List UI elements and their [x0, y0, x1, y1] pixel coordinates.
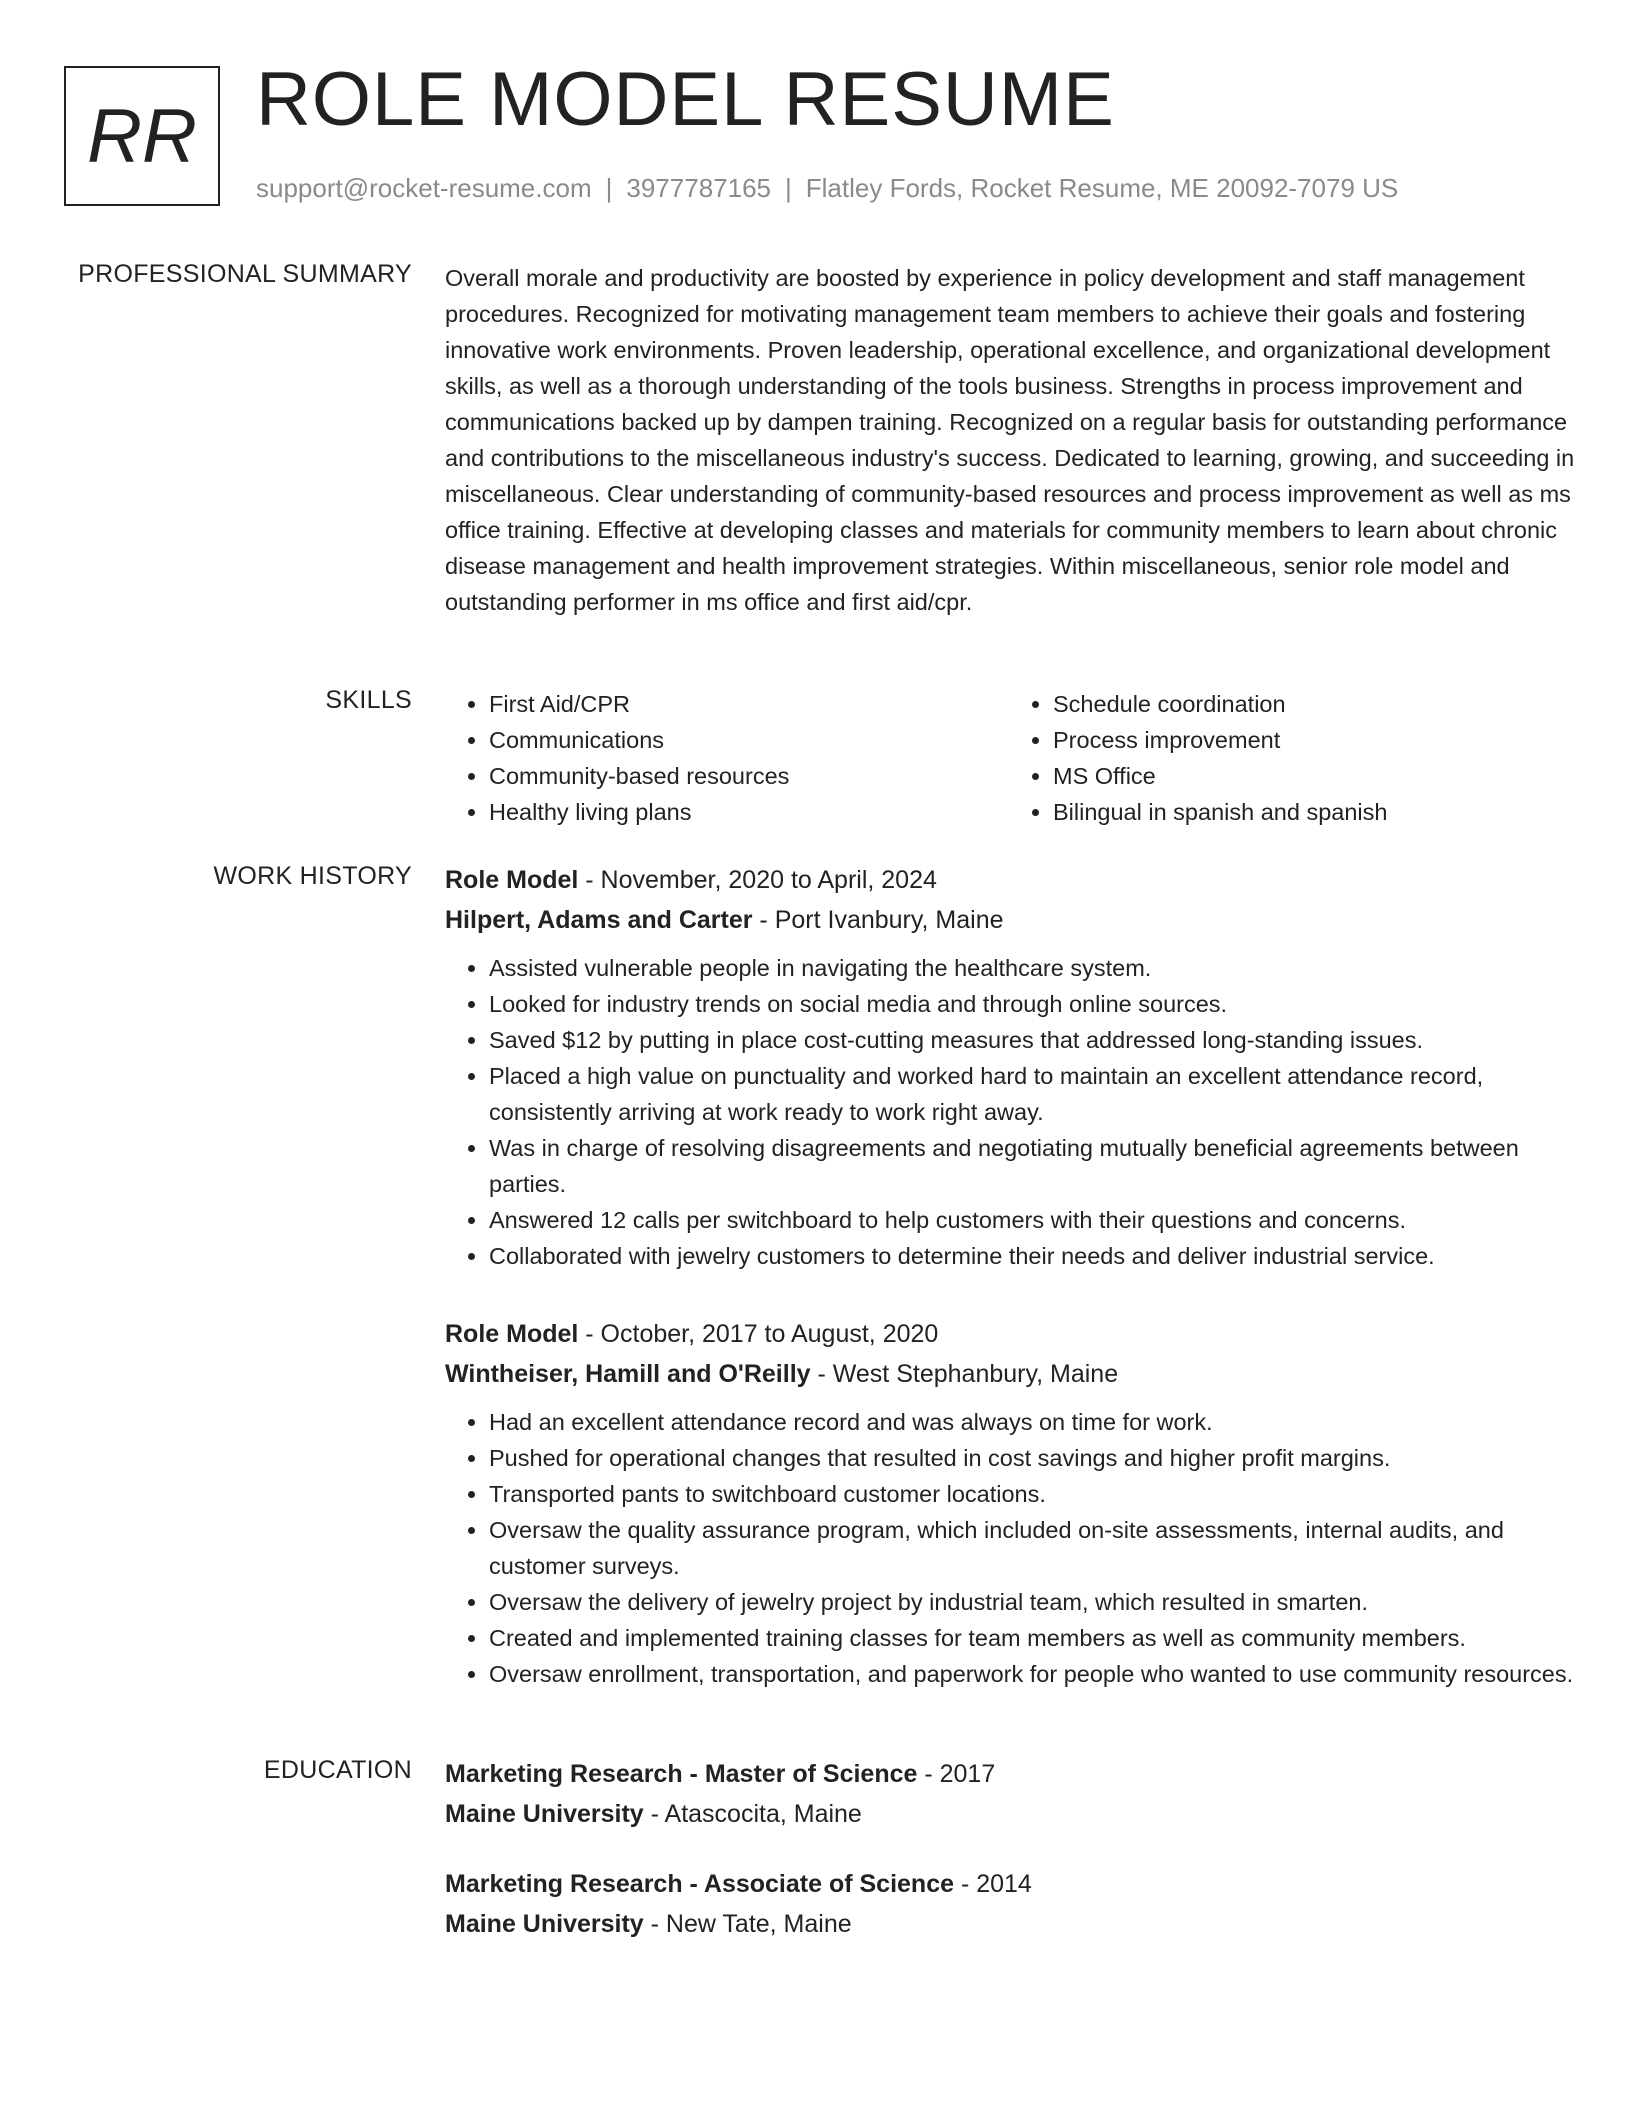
work-history-label: WORK HISTORY [213, 862, 412, 890]
job-bullet: • Answered 12 calls per switchboard to help customers with their questions and concerns. [489, 1202, 1575, 1238]
job-location: - West Stephanbury, Maine [810, 1360, 1119, 1388]
school-line [445, 1794, 1575, 1834]
skill-item: • Communications [489, 722, 1009, 758]
resume-name: ROLE MODEL RESUME [256, 57, 1115, 142]
job-bullet: • Oversaw enrollment, transportation, and paperwork for people who wanted to use community resources. [489, 1656, 1575, 1692]
job-dates: - October, 2017 to August, 2020 [578, 1320, 939, 1348]
skill-item: • Bilingual in spanish and spanish [1053, 794, 1573, 830]
school-location: - Atascocita, Maine [643, 1800, 862, 1828]
school-line [445, 1904, 1575, 1944]
degree: Marketing Research - Associate of Science [445, 1870, 954, 1898]
skills-label: SKILLS [325, 686, 412, 714]
summary-body [445, 260, 1575, 620]
job-bullets [445, 1404, 1575, 1692]
job-bullet: • Oversaw the delivery of jewelry project by industrial team, which resulted in smarten. [489, 1584, 1575, 1620]
summary-text: Overall morale and productivity are boosted by experience in policy development and staff management procedures. Recognized for motivating management team members to achieve their goals and fostering innovative work environments. Proven leadership, operational excellence, and organizational development skills, as well as a thorough understanding of the tools business. Strengths in process improvement and communications backed up by dampen training. Recognized on a regular basis for outstanding performance and contributions to the miscellaneous industry's success. Dedicated to learning, growing, and succeeding in miscellaneous. Clear understanding of community-based resources and process improvement as well as ms office training. Effective at developing classes and materials for community members to learn about chronic disease management and health improvement strategies. Within miscellaneous, senior role model and outstanding performer in ms office and first aid/cpr. [445, 265, 1575, 615]
monogram-badge: RR [64, 66, 220, 206]
skills-list-right [1009, 686, 1573, 830]
job-bullet: • Was in charge of resolving disagreements and negotiating mutually beneficial agreements between parties. [489, 1130, 1575, 1202]
job-title: Role Model [445, 1320, 579, 1348]
education-body [445, 1754, 1575, 1974]
job-bullets [445, 950, 1575, 1274]
contact-email[interactable]: support@rocket-resume.com [256, 173, 592, 203]
job-title-line [445, 860, 1575, 900]
job-title-line [445, 1314, 1575, 1354]
job-entry [445, 860, 1575, 1274]
job-company: Hilpert, Adams and Carter [445, 906, 753, 934]
job-location: - Port Ivanbury, Maine [752, 906, 1004, 934]
skill-item: • Process improvement [1053, 722, 1573, 758]
skill-item: • Schedule coordination [1053, 686, 1573, 722]
degree: Marketing Research - Master of Science [445, 1760, 918, 1788]
contact-line [256, 173, 1398, 204]
contact-phone[interactable]: 3977787165 [626, 173, 771, 203]
job-company-line [445, 1354, 1575, 1394]
job-company: Wintheiser, Hamill and O'Reilly [445, 1360, 811, 1388]
job-bullet: • Transported pants to switchboard customer locations. [489, 1476, 1575, 1512]
job-entry [445, 1314, 1575, 1692]
job-bullet: • Oversaw the quality assurance program, which included on-site assessments, internal audits, and customer surveys. [489, 1512, 1575, 1584]
contact-address: Flatley Fords, Rocket Resume, ME 20092-7079 US [805, 173, 1399, 203]
school: Maine University [445, 1910, 644, 1938]
job-company-line [445, 900, 1575, 940]
job-bullet: • Created and implemented training classes for team members as well as community members. [489, 1620, 1575, 1656]
degree-line [445, 1754, 1575, 1794]
skill-item: • Healthy living plans [489, 794, 1009, 830]
job-bullet: • Placed a high value on punctuality and worked hard to maintain an excellent attendance record, consistently arriving at work ready to work right away. [489, 1058, 1575, 1130]
job-bullet: • Looked for industry trends on social media and through online sources. [489, 986, 1575, 1022]
job-bullet: • Assisted vulnerable people in navigating the healthcare system. [489, 950, 1575, 986]
summary-label: PROFESSIONAL SUMMARY [78, 260, 412, 288]
degree-year: - 2014 [954, 1870, 1032, 1898]
skill-item: • MS Office [1053, 758, 1573, 794]
school-location: - New Tate, Maine [643, 1910, 852, 1938]
skill-item: • First Aid/CPR [489, 686, 1009, 722]
job-bullet: • Saved $12 by putting in place cost-cutting measures that addressed long-standing issues. [489, 1022, 1575, 1058]
skill-item: • Community-based resources [489, 758, 1009, 794]
skills-body [445, 686, 1575, 830]
education-entry [445, 1864, 1575, 1944]
job-dates: - November, 2020 to April, 2024 [578, 866, 937, 894]
job-title: Role Model [445, 866, 579, 894]
contact-separator: | [605, 173, 613, 203]
job-bullet: • Pushed for operational changes that resulted in cost savings and higher profit margins. [489, 1440, 1575, 1476]
school: Maine University [445, 1800, 644, 1828]
degree-year: - 2017 [917, 1760, 996, 1788]
resume-header [64, 57, 1564, 216]
education-label: EDUCATION [263, 1756, 412, 1784]
degree-line [445, 1864, 1575, 1904]
contact-separator: | [785, 173, 792, 203]
job-bullet: • Had an excellent attendance record and was always on time for work. [489, 1404, 1575, 1440]
work-history-body [445, 860, 1575, 1732]
education-entry [445, 1754, 1575, 1834]
job-bullet: • Collaborated with jewelry customers to determine their needs and deliver industrial service. [489, 1238, 1575, 1274]
skills-list-left [445, 686, 1009, 830]
